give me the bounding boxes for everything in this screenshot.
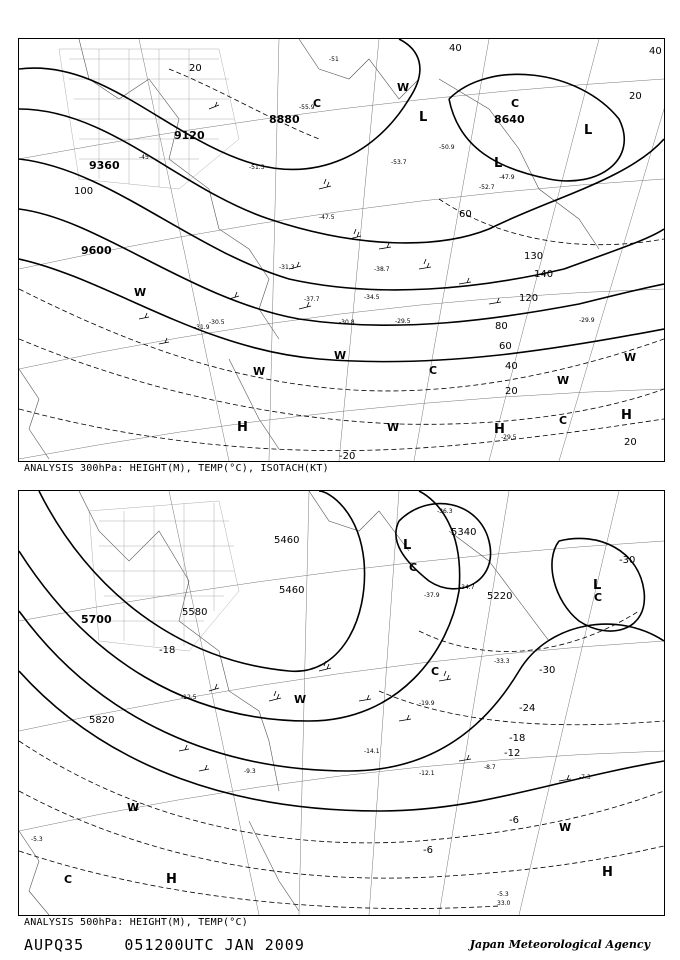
temp-label: -55.9 bbox=[299, 104, 315, 111]
height-label: 5220 bbox=[487, 591, 513, 602]
isotachs-300 bbox=[19, 69, 664, 451]
height-label: 5460 bbox=[279, 585, 305, 596]
temp-label: -51 bbox=[329, 56, 339, 63]
cold-mark: C bbox=[511, 97, 520, 110]
warm-mark: W bbox=[294, 693, 307, 706]
temp-label: -38.7 bbox=[374, 266, 390, 273]
warm-mark: W bbox=[127, 801, 140, 814]
warm-mark: W bbox=[559, 821, 572, 834]
temp-label: -29.5 bbox=[501, 434, 517, 441]
temp-label: -30.8 bbox=[339, 319, 355, 326]
temp-label: -12 bbox=[504, 748, 521, 759]
low-center: L bbox=[593, 578, 602, 593]
low-center: L bbox=[494, 156, 503, 171]
map-500hpa bbox=[18, 490, 665, 916]
height-contours-500 bbox=[19, 491, 664, 811]
caption-500hpa: ANALYSIS 500hPa: HEIGHT(M), TEMP(°C) bbox=[24, 917, 248, 928]
isotach-label: 20 bbox=[629, 91, 642, 102]
cold-warm-marks-300 bbox=[134, 81, 636, 434]
cold-mark: C bbox=[409, 561, 418, 574]
height-label: 5700 bbox=[81, 613, 112, 626]
cold-mark: C bbox=[313, 97, 322, 110]
high-center: H bbox=[602, 865, 613, 880]
warm-mark: W bbox=[134, 286, 147, 299]
temp-label: -18 bbox=[509, 733, 526, 744]
obs-label: -37.9 bbox=[424, 592, 440, 599]
temp-label: -18 bbox=[159, 645, 176, 656]
isotach-label: 140 bbox=[534, 269, 554, 280]
agency-name: Japan Meteorological Agency bbox=[469, 938, 650, 951]
height-label: 8640 bbox=[494, 113, 525, 126]
isotach-label: 120 bbox=[519, 293, 539, 304]
temp-label: -37.7 bbox=[304, 296, 320, 303]
obs-labels-500 bbox=[31, 508, 591, 907]
cold-warm-marks-500 bbox=[64, 561, 602, 886]
height-contours-300 bbox=[19, 39, 664, 362]
isotach-label: 80 bbox=[495, 321, 508, 332]
height-label: 9600 bbox=[81, 244, 112, 257]
warm-mark: W bbox=[334, 349, 347, 362]
isotach-label: 100 bbox=[74, 186, 94, 197]
cold-mark: C bbox=[429, 364, 438, 377]
temp-contours-500 bbox=[19, 611, 664, 909]
warm-mark: W bbox=[387, 421, 400, 434]
low-center: L bbox=[419, 110, 428, 125]
temp-label: -29.5 bbox=[395, 318, 411, 325]
obs-label: -7.3 bbox=[579, 774, 591, 781]
low-center: L bbox=[403, 538, 412, 553]
height-label: 5580 bbox=[182, 607, 208, 618]
height-labels-300 bbox=[81, 113, 525, 257]
cold-mark: C bbox=[594, 591, 603, 604]
temp-label: -24 bbox=[519, 703, 536, 714]
isotach-label: 20 bbox=[189, 63, 202, 74]
temp-label: -31.9 bbox=[194, 324, 210, 331]
wind-barbs-500 bbox=[129, 661, 571, 811]
low-center: L bbox=[584, 123, 593, 138]
graticule-300 bbox=[19, 39, 664, 461]
height-label: 5340 bbox=[451, 527, 477, 538]
chart-datetime: 051200UTC JAN 2009 bbox=[124, 936, 305, 954]
cold-mark: C bbox=[559, 414, 568, 427]
temp-label: -6 bbox=[423, 845, 433, 856]
obs-label: 33.0 bbox=[497, 900, 511, 907]
obs-label: -19.9 bbox=[419, 700, 435, 707]
temp-label: -45 bbox=[139, 154, 149, 161]
temp-label: -51.3 bbox=[249, 164, 265, 171]
temp-label: -47.5 bbox=[319, 214, 335, 221]
isotach-label: 40 bbox=[449, 43, 462, 54]
obs-label: -8.7 bbox=[484, 764, 496, 771]
height-label: 9120 bbox=[174, 129, 205, 142]
isotach-label: 60 bbox=[459, 209, 472, 220]
temp-label: -30 bbox=[539, 665, 556, 676]
temp-label: -52.7 bbox=[479, 184, 495, 191]
obs-label: -14.1 bbox=[364, 748, 380, 755]
high-center: H bbox=[237, 420, 248, 435]
temp-label: -34.5 bbox=[364, 294, 380, 301]
warm-mark: W bbox=[624, 351, 637, 364]
height-label: 9360 bbox=[89, 159, 120, 172]
graticule-500 bbox=[19, 491, 664, 915]
chart-code: AUPQ35 bbox=[24, 936, 85, 954]
isotach-label: 20 bbox=[624, 437, 637, 448]
isotach-label: 40 bbox=[649, 46, 662, 57]
high-center: H bbox=[494, 422, 505, 437]
warm-mark: W bbox=[397, 81, 410, 94]
height-label: 5820 bbox=[89, 715, 115, 726]
obs-label: -5.3 bbox=[31, 836, 43, 843]
temp-label: -30.5 bbox=[209, 319, 225, 326]
temp-label: -50.9 bbox=[439, 144, 455, 151]
height-label: 8880 bbox=[269, 113, 300, 126]
cold-mark: C bbox=[64, 873, 73, 886]
temp-label: -29.9 bbox=[579, 317, 595, 324]
pressure-centers-300 bbox=[237, 110, 632, 437]
warm-mark: W bbox=[253, 365, 266, 378]
cold-mark: C bbox=[431, 665, 440, 678]
obs-label: -34.7 bbox=[459, 584, 475, 591]
temp-label: -6 bbox=[509, 815, 519, 826]
obs-label: -33.3 bbox=[494, 658, 510, 665]
obs-label: -5.3 bbox=[497, 891, 509, 898]
isotach-label: 60 bbox=[499, 341, 512, 352]
temp-label: -53.7 bbox=[391, 159, 407, 166]
obs-label: -36.3 bbox=[437, 508, 453, 515]
warm-mark: W bbox=[557, 374, 570, 387]
temp-label: -47.9 bbox=[499, 174, 515, 181]
coastline-500 bbox=[19, 491, 549, 915]
high-center: H bbox=[621, 408, 632, 423]
isotach-label: -20 bbox=[339, 451, 356, 461]
chart-identifier bbox=[24, 936, 305, 954]
isotach-label: 40 bbox=[505, 361, 518, 372]
isotach-label: 20 bbox=[505, 386, 518, 397]
height-label: 5460 bbox=[274, 535, 300, 546]
obs-label: -9.3 bbox=[244, 768, 256, 775]
map-300hpa bbox=[18, 38, 665, 462]
obs-label: -12.5 bbox=[181, 694, 197, 701]
hatch-region-300 bbox=[59, 49, 239, 189]
temp-label: -30 bbox=[619, 555, 636, 566]
hatch-region-500 bbox=[89, 501, 239, 651]
temp-label: -31.3 bbox=[279, 264, 295, 271]
isotach-label: 130 bbox=[524, 251, 544, 262]
high-center: H bbox=[166, 872, 177, 887]
obs-label: -12.1 bbox=[419, 770, 435, 777]
temp-labels-300 bbox=[139, 56, 595, 441]
caption-300hpa: ANALYSIS 300hPa: HEIGHT(M), TEMP(°C), ISOTACH(KT) bbox=[24, 463, 329, 474]
